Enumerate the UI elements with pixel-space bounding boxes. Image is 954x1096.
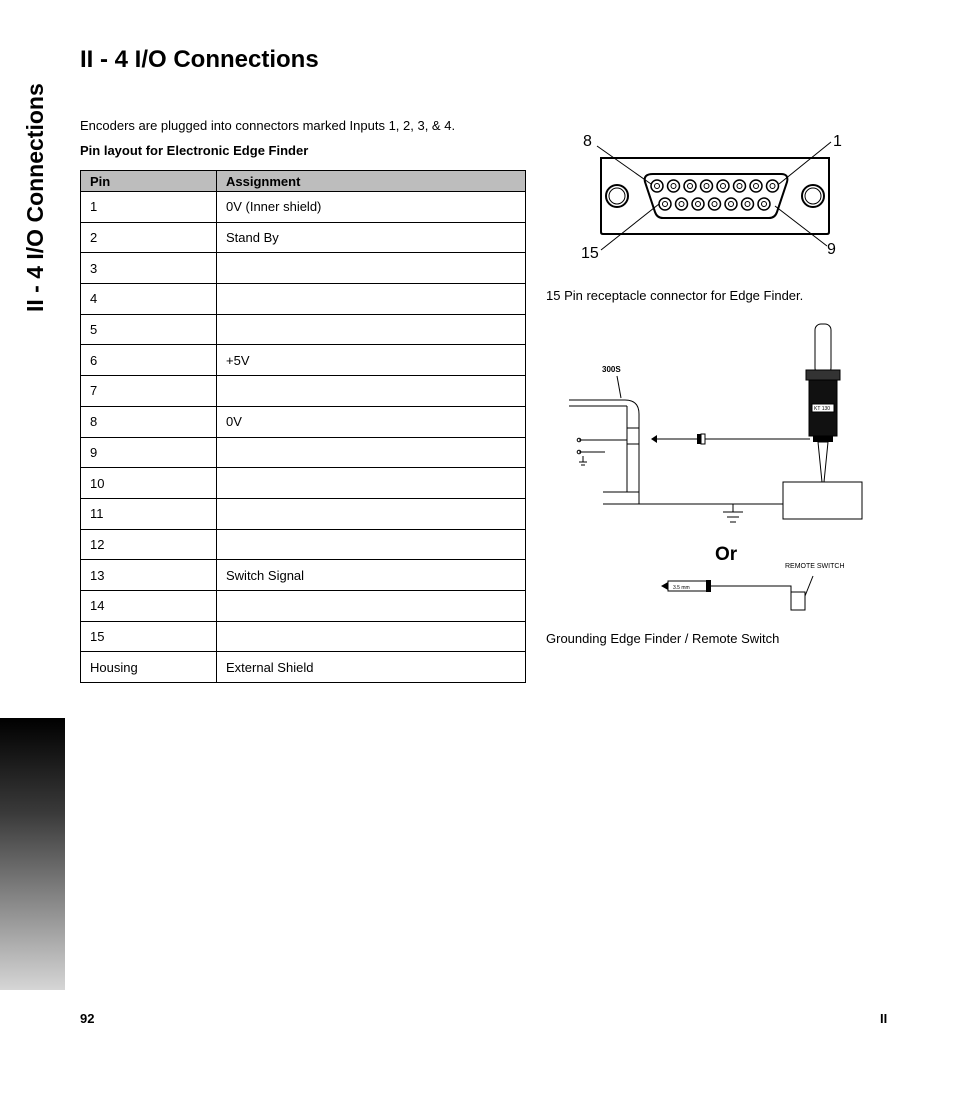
assignment-cell bbox=[217, 437, 526, 468]
intro-text: Encoders are plugged into connectors marked Inputs 1, 2, 3, & 4. bbox=[80, 118, 456, 133]
remote-switch-body bbox=[791, 592, 805, 610]
pin-layout-table bbox=[80, 170, 526, 683]
wiring-caption: Grounding Edge Finder / Remote Switch bbox=[546, 631, 780, 646]
pin-cell: 4 bbox=[81, 284, 217, 315]
pin-label-1: 1 bbox=[833, 133, 842, 150]
assignment-cell: Stand By bbox=[217, 222, 526, 253]
pin-hole bbox=[684, 180, 696, 192]
plug-collar bbox=[697, 434, 701, 444]
table-row bbox=[81, 590, 526, 621]
table-row bbox=[81, 498, 526, 529]
connector-diagram bbox=[575, 128, 845, 268]
pin-shroud bbox=[645, 174, 788, 218]
pin-contact bbox=[671, 184, 676, 189]
connector-caption: 15 Pin receptacle connector for Edge Finder. bbox=[546, 288, 804, 303]
pin-cell: 1 bbox=[81, 192, 217, 223]
plug-size-label: 3.5 mm bbox=[673, 585, 690, 591]
table-row bbox=[81, 345, 526, 376]
table-caption: Pin layout for Electronic Edge Finder bbox=[80, 143, 309, 158]
pin-contact bbox=[754, 184, 759, 189]
mount-hole-left-inner bbox=[609, 188, 625, 204]
table-row bbox=[81, 437, 526, 468]
assignment-cell: 0V bbox=[217, 406, 526, 437]
pin-cell: 3 bbox=[81, 253, 217, 284]
pin-contact bbox=[704, 184, 709, 189]
remote-switch-lever bbox=[805, 576, 813, 596]
device-label: 300S bbox=[602, 365, 621, 374]
assignment-cell: 0V (Inner shield) bbox=[217, 192, 526, 223]
assignment-cell bbox=[217, 376, 526, 407]
header-assignment: Assignment bbox=[217, 171, 526, 192]
probe-cap bbox=[815, 324, 831, 374]
table-row bbox=[81, 192, 526, 223]
table-row bbox=[81, 376, 526, 407]
assignment-cell: External Shield bbox=[217, 652, 526, 683]
pin-contact bbox=[712, 202, 717, 207]
pin-hole bbox=[767, 180, 779, 192]
mount-hole-right-inner bbox=[805, 188, 821, 204]
table-row bbox=[81, 406, 526, 437]
grounding-wiring-diagram bbox=[565, 318, 870, 618]
pin-cell: 13 bbox=[81, 560, 217, 591]
table-header-row bbox=[81, 171, 526, 192]
workpiece bbox=[783, 482, 862, 519]
assignment-cell bbox=[217, 529, 526, 560]
pin-hole bbox=[709, 198, 721, 210]
pin-cell: 12 bbox=[81, 529, 217, 560]
assignment-cell: +5V bbox=[217, 345, 526, 376]
pin-cell: 2 bbox=[81, 222, 217, 253]
table-row bbox=[81, 621, 526, 652]
table-row bbox=[81, 284, 526, 315]
pin-cell: 15 bbox=[81, 621, 217, 652]
probe-text: KT 130 bbox=[814, 406, 831, 412]
table-row bbox=[81, 560, 526, 591]
pin-cell: 5 bbox=[81, 314, 217, 345]
side-section-title bbox=[22, 50, 52, 320]
pin-contact bbox=[745, 202, 750, 207]
pin-hole bbox=[668, 180, 680, 192]
pin-cell: 7 bbox=[81, 376, 217, 407]
pin-holes bbox=[651, 180, 779, 210]
leader-1 bbox=[779, 142, 831, 184]
pin-contact bbox=[762, 202, 767, 207]
pin-contact bbox=[663, 202, 668, 207]
table-row bbox=[81, 222, 526, 253]
pin-hole bbox=[659, 198, 671, 210]
pin-contact bbox=[688, 184, 693, 189]
side-title-text: II - 4 I/O Connections bbox=[22, 83, 48, 312]
table-row bbox=[81, 468, 526, 499]
assignment-cell bbox=[217, 621, 526, 652]
or-label: Or bbox=[715, 544, 738, 565]
header-pin: Pin bbox=[81, 171, 217, 192]
pin-label-9: 9 bbox=[827, 241, 836, 258]
leader-9 bbox=[775, 206, 827, 246]
page-title: II - 4 I/O Connections bbox=[80, 46, 319, 73]
pin-contact bbox=[737, 184, 742, 189]
pin-label-8: 8 bbox=[583, 133, 592, 150]
pin-hole bbox=[692, 198, 704, 210]
table-row bbox=[81, 652, 526, 683]
pin-cell: Housing bbox=[81, 652, 217, 683]
table-row bbox=[81, 314, 526, 345]
pin-contact bbox=[655, 184, 660, 189]
pin-hole bbox=[758, 198, 770, 210]
pin-hole bbox=[701, 180, 713, 192]
remote-switch-label: REMOTE SWITCH bbox=[785, 563, 845, 570]
page-number: 92 bbox=[80, 1011, 95, 1026]
pin-hole bbox=[750, 180, 762, 192]
leader-15 bbox=[601, 204, 659, 250]
pin-contact bbox=[721, 184, 726, 189]
assignment-cell bbox=[217, 314, 526, 345]
table-row bbox=[81, 253, 526, 284]
pin-cell: 6 bbox=[81, 345, 217, 376]
device-outline bbox=[569, 400, 639, 492]
pin-hole bbox=[676, 198, 688, 210]
pin-hole bbox=[742, 198, 754, 210]
pin-hole bbox=[651, 180, 663, 192]
pin-contact bbox=[770, 184, 775, 189]
pin-label-15: 15 bbox=[581, 245, 599, 262]
pin-contact bbox=[696, 202, 701, 207]
pin-contact bbox=[679, 202, 684, 207]
assignment-cell bbox=[217, 590, 526, 621]
pin-cell: 14 bbox=[81, 590, 217, 621]
jack-socket bbox=[627, 428, 639, 444]
section-label: II bbox=[880, 1011, 888, 1026]
assignment-cell bbox=[217, 468, 526, 499]
remote-plug-collar bbox=[706, 580, 711, 592]
pin-cell: 9 bbox=[81, 437, 217, 468]
probe-ring bbox=[806, 370, 840, 380]
plug-tip bbox=[651, 435, 657, 443]
pin-hole bbox=[717, 180, 729, 192]
pin-cell: 11 bbox=[81, 498, 217, 529]
probe-stylus bbox=[818, 442, 828, 482]
assignment-cell bbox=[217, 498, 526, 529]
side-gradient-bar bbox=[0, 718, 65, 990]
assignment-cell bbox=[217, 284, 526, 315]
pin-cell: 10 bbox=[81, 468, 217, 499]
device-leader bbox=[617, 376, 621, 398]
table-row bbox=[81, 529, 526, 560]
probe-collar bbox=[813, 436, 833, 442]
pin-hole bbox=[734, 180, 746, 192]
leader-8 bbox=[597, 146, 651, 184]
pin-cell: 8 bbox=[81, 406, 217, 437]
pin-hole bbox=[725, 198, 737, 210]
assignment-cell: Switch Signal bbox=[217, 560, 526, 591]
assignment-cell bbox=[217, 253, 526, 284]
pin-contact bbox=[729, 202, 734, 207]
remote-plug-tip bbox=[661, 582, 668, 590]
